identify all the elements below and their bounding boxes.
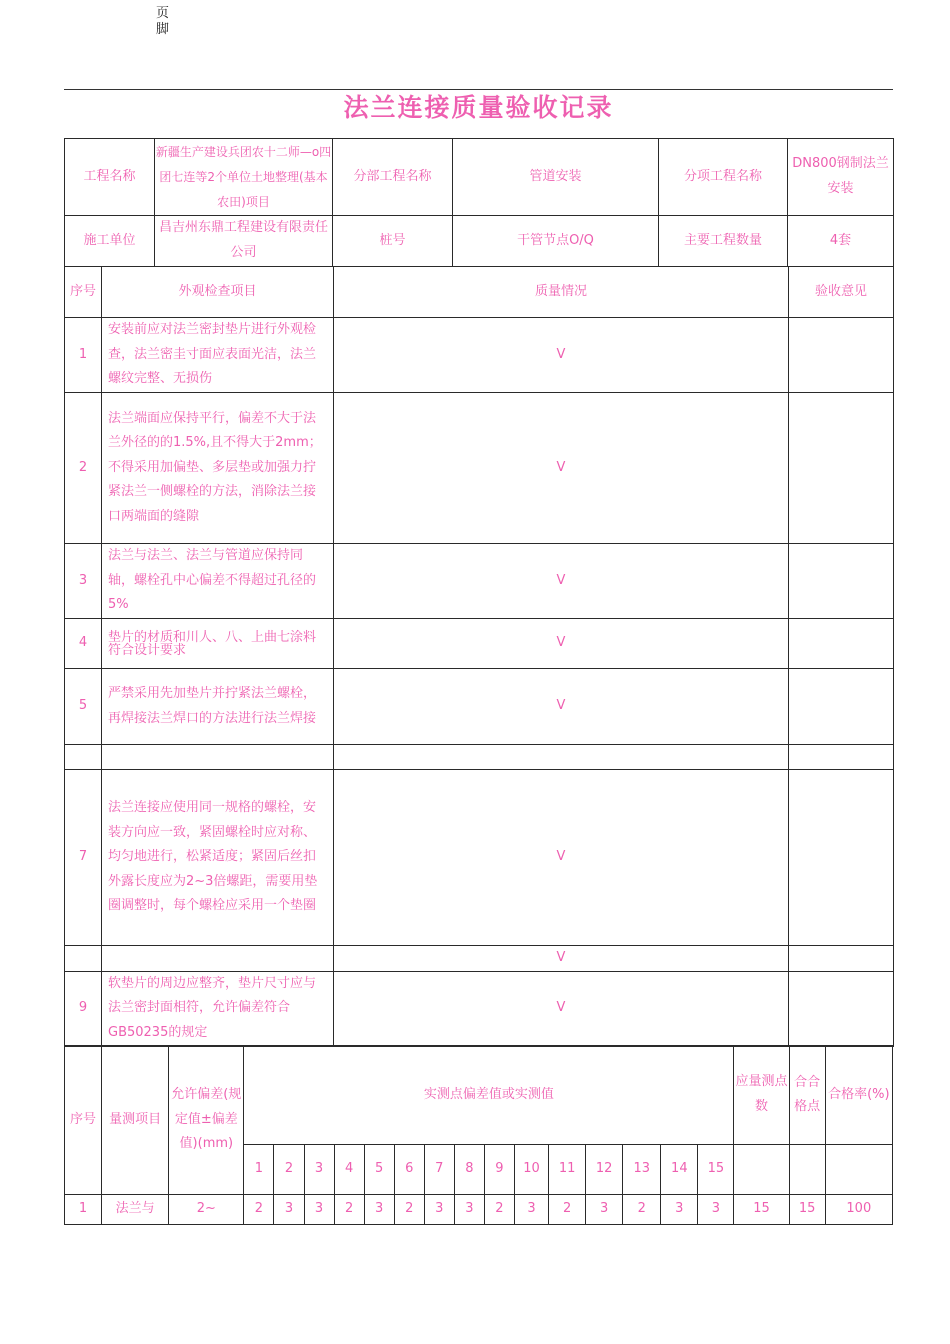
measure-pass-rate: 100: [825, 1195, 892, 1225]
measure-value: 3: [304, 1195, 334, 1225]
measure-value: 2: [623, 1195, 661, 1225]
row-seq: 5: [65, 669, 102, 745]
measure-value: 2: [334, 1195, 364, 1225]
constructor-label: 施工单位: [65, 216, 155, 267]
measure-item-header: 量测项目: [102, 1046, 169, 1195]
row-quality: V: [334, 971, 789, 1046]
measure-points-required: 15: [734, 1195, 789, 1225]
row-seq: 4: [65, 619, 102, 669]
measure-points-qualified-header: 合合格点: [789, 1046, 825, 1145]
table-row: [65, 971, 894, 1046]
inspection-table: [64, 266, 894, 1047]
row-opinion: [789, 669, 894, 745]
point-number: 3: [304, 1145, 334, 1195]
measure-pass-rate-header: 合格率(%): [825, 1046, 892, 1145]
point-number: 10: [514, 1145, 548, 1195]
measure-values-header: 实测点偏差值或实测值: [244, 1046, 734, 1145]
row-seq: [65, 745, 102, 770]
measure-value: 2: [549, 1195, 586, 1225]
point-number: 5: [364, 1145, 394, 1195]
row-quality: V: [334, 669, 789, 745]
row-item: 软垫片的周边应整齐，垫片尺寸应与法兰密封面相符，允许偏差符合GB50235的规定: [102, 971, 334, 1046]
row-seq: 2: [65, 393, 102, 544]
point-number: 14: [661, 1145, 698, 1195]
row-quality: V: [334, 318, 789, 393]
row-quality: V: [334, 544, 789, 619]
empty-cell: [734, 1145, 789, 1195]
measure-value: 3: [364, 1195, 394, 1225]
quantity-label: 主要工程数量: [659, 216, 788, 267]
measure-value: 3: [454, 1195, 484, 1225]
table-row: [65, 669, 894, 745]
row-seq: 1: [65, 318, 102, 393]
row-quality: V: [334, 393, 789, 544]
empty-cell: [789, 1145, 825, 1195]
row-item: 严禁采用先加垫片并拧紧法兰螺栓，再焊接法兰焊口的方法进行法兰焊接: [102, 669, 334, 745]
project-info-table: [64, 138, 894, 267]
page-title: 法兰连接质量验收记录: [343, 93, 614, 122]
inspection-seq-header: 序号: [65, 267, 102, 318]
row-opinion: [789, 619, 894, 669]
project-name-value: 新疆生产建设兵团农十二师—o四团七连等2个单位土地整理(基本农田)项目: [155, 139, 333, 216]
measure-value: 3: [698, 1195, 734, 1225]
measure-item: 法兰与: [102, 1195, 169, 1225]
row-item: 法兰与法兰、法兰与管道应保持同轴，螺栓孔中心偏差不得超过孔径的5%: [102, 544, 334, 619]
item-project-value: DN800钢制法兰安装: [788, 139, 894, 216]
row-item: 法兰端面应保持平行，偏差不大于法兰外径的的1.5%,且不得大于2mm；不得采用加偏垫、多层垫或加强力拧紧法兰一侧螺栓的方法，消除法兰接口两端面的缝隙: [102, 393, 334, 544]
row-seq: [65, 946, 102, 972]
row-quality: V: [334, 770, 789, 946]
pile-label: 桩号: [333, 216, 453, 267]
row-opinion: [789, 971, 894, 1046]
point-number: 1: [244, 1145, 274, 1195]
point-number: 12: [586, 1145, 623, 1195]
point-number: 11: [549, 1145, 586, 1195]
empty-cell: [825, 1145, 892, 1195]
row-item: 安装前应对法兰密封垫片进行外观检查，法兰密圭寸面应表面光洁，法兰螺纹完整、无损伤: [102, 318, 334, 393]
measure-value: 3: [661, 1195, 698, 1225]
point-number: 6: [394, 1145, 424, 1195]
row-opinion: [789, 946, 894, 972]
footer-label: 页脚: [156, 6, 170, 37]
measure-seq: 1: [65, 1195, 102, 1225]
measure-value: 3: [586, 1195, 623, 1225]
point-number: 13: [623, 1145, 661, 1195]
row-item: [102, 946, 334, 972]
inspection-quality-header: 质量情况: [334, 267, 789, 318]
measure-points-required-header: 应量测点数: [734, 1046, 789, 1145]
measure-value: 2: [484, 1195, 514, 1225]
point-number: 2: [274, 1145, 304, 1195]
measure-points-qualified: 15: [789, 1195, 825, 1225]
measure-tolerance-header: 允许偏差(规定值±偏差值)(mm): [169, 1046, 244, 1195]
table-row: [65, 770, 894, 946]
sub-project-value: 管道安装: [453, 139, 659, 216]
table-row: [65, 318, 894, 393]
row-seq: 3: [65, 544, 102, 619]
point-number: 4: [334, 1145, 364, 1195]
measurement-table: [64, 1045, 893, 1225]
row-item: 垫片的材质和川人、八、上曲七涂料符合设计要求: [102, 619, 334, 669]
measure-value: 2: [244, 1195, 274, 1225]
measure-seq-header: 序号: [65, 1046, 102, 1195]
table-row: [65, 946, 894, 972]
inspection-item-header: 外观检查项目: [102, 267, 334, 318]
table-row: [65, 393, 894, 544]
row-opinion: [789, 745, 894, 770]
row-item: [102, 745, 334, 770]
row-opinion: [789, 770, 894, 946]
measure-value: 3: [274, 1195, 304, 1225]
project-name-label: 工程名称: [65, 139, 155, 216]
row-opinion: [789, 318, 894, 393]
row-seq: 9: [65, 971, 102, 1046]
table-row: [65, 745, 894, 770]
point-number: 7: [424, 1145, 454, 1195]
measure-value: 3: [514, 1195, 548, 1225]
point-number: 9: [484, 1145, 514, 1195]
row-quality: V: [334, 619, 789, 669]
row-quality: [334, 745, 789, 770]
sub-project-label: 分部工程名称: [333, 139, 453, 216]
measure-tolerance: 2~: [169, 1195, 244, 1225]
row-opinion: [789, 544, 894, 619]
pile-value: 干管节点O/Q: [453, 216, 659, 267]
table-row: [65, 619, 894, 669]
row-opinion: [789, 393, 894, 544]
measure-value: 2: [394, 1195, 424, 1225]
row-item: 法兰连接应使用同一规格的螺栓，安装方向应一致，紧固螺栓时应对称、均匀地进行，松紧适度；紧固后丝扣外露长度应为2~3倍螺距，需要用垫圈调整时，每个螺栓应采用一个垫圈: [102, 770, 334, 946]
row-quality: V: [334, 946, 789, 972]
inspection-opinion-header: 验收意见: [789, 267, 894, 318]
point-number: 15: [698, 1145, 734, 1195]
row-seq: 7: [65, 770, 102, 946]
point-number: 8: [454, 1145, 484, 1195]
measure-value: 3: [424, 1195, 454, 1225]
quantity-value: 4套: [788, 216, 894, 267]
item-project-label: 分项工程名称: [659, 139, 788, 216]
table-row: [65, 1195, 893, 1225]
table-row: [65, 544, 894, 619]
constructor-value: 昌吉州东鼎工程建设有限责任公司: [155, 216, 333, 267]
